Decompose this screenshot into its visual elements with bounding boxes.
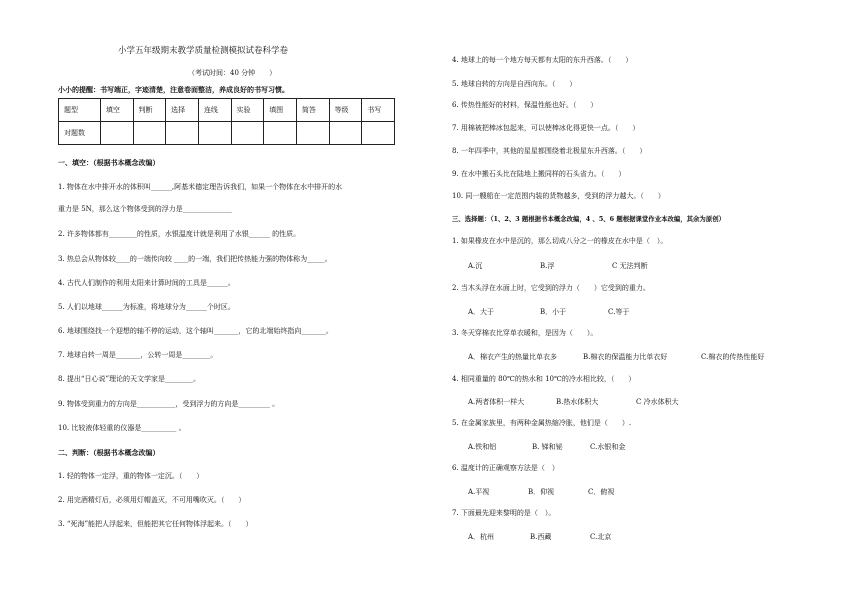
choice-option: A．棉衣产生的热量比单衣多 [468, 353, 558, 361]
choice-option: C 冷水体积大 [636, 398, 679, 406]
judge-question: 8. 一年四季中，其他的星星都围绕着北极星东升西落。（ ） [452, 147, 647, 155]
fill-question: 7. 地球自转一周是_______，公转一周是________。 [58, 351, 218, 359]
fill-question: 6. 地球围绕找一个迎想的轴不停的运动，这个轴叫_______，它的北端始终指向_______。 [58, 327, 333, 335]
choice-question: 6. 温度计的正确观察方法是（ ） [452, 464, 559, 472]
choice-option: B. 锑和铋 [532, 443, 563, 451]
judge-question: 3. “死海”能把人浮起来，但能把其它任何物体浮起来。（ ） [58, 520, 253, 528]
score-cell: 对题数 [59, 122, 101, 145]
choice-option: C.水银和金 [590, 443, 626, 451]
choice-option: C 无法判断 [612, 262, 648, 270]
judge-question: 4. 地球上的每一个地方每天都有太阳的东升西落。（ ） [452, 56, 633, 64]
score-input-cell[interactable] [198, 122, 231, 145]
judge-question: 9. 在水中搬石头比在陆地上搬同样的石头省力。（ ） [452, 170, 626, 178]
choice-option: B.西藏 [530, 533, 552, 541]
choice-option: C.北京 [590, 533, 612, 541]
fill-question: 4. 古代人们制作的利用太阳来计算时间的工具是______。 [58, 279, 235, 287]
fill-question: 9. 物体受到重力的方向是___________，受到浮力的方向是_________ 。 [58, 400, 280, 408]
judge-question: 7. 用棉被把棒冰包起来，可以使棒冰化得更快一点。（ ） [452, 124, 640, 132]
score-input-cell[interactable] [166, 122, 199, 145]
fill-question: 2. 许多物体都有________的性质，水银温度计就是利用了水银______ 的性质。 [58, 230, 301, 238]
choice-options [468, 397, 679, 407]
score-input-cell[interactable] [264, 122, 297, 145]
score-cell: 题型 [59, 99, 101, 122]
choice-options [468, 307, 629, 317]
choice-option: A．大于 [468, 308, 495, 316]
fill-question: 1. 物体在水中排开水的体积叫______,阿基米德定理告诉我们，如果一个物体在水中排开的水 [58, 183, 343, 191]
score-cell: 填图 [264, 99, 297, 122]
choice-question: 3. 冬天穿棉衣比穿单衣暖和，是因为（ ）。 [452, 329, 598, 337]
choice-option: C．俯视 [588, 488, 615, 496]
choice-option: B.浮 [540, 262, 555, 270]
reminder-text: 小小的提醒：书写端正，字迹清楚，注意卷面整洁，养成良好的书写习惯。 [58, 85, 289, 94]
choice-options [468, 487, 614, 497]
score-cell: 填空 [100, 99, 133, 122]
choice-heading: 三、选择题：（1、2、3 题根据书本概念改编，4 、5、6 题根据课堂作业本改编，其余为原创） [452, 215, 725, 223]
fill-question: 5. 人们以地球______为标准，将地球分为______个时区。 [58, 303, 235, 311]
judge-question: 2. 用完酒精灯后，必须用灯帽盖灭，不可用嘴吹灭。（ ） [58, 496, 246, 504]
left-column [58, 0, 403, 595]
choice-options [468, 261, 648, 271]
judge-question: 5. 地球自转的方向是自西向东。（ ） [452, 80, 577, 88]
fill-question: 10. 比较液体轻重的仪器是__________ 。 [58, 424, 186, 432]
score-input-cell[interactable] [100, 122, 133, 145]
choice-question: 1. 如果橡皮在水中是沉的，那么切成八分之一的橡皮在水中是（ ）。 [452, 237, 668, 245]
score-cell: 选择 [166, 99, 199, 122]
score-cell: 简答 [296, 99, 329, 122]
choice-option: A.两者体积一样大 [468, 398, 525, 406]
choice-option: A．杭州 [468, 533, 495, 541]
fill-heading: 一、填空：（根据书本概念改编） [58, 158, 160, 167]
score-cell: 书写 [362, 99, 395, 122]
choice-option: A.沉 [468, 262, 483, 270]
choice-options [468, 532, 611, 542]
score-table [58, 98, 395, 145]
score-cell: 判断 [133, 99, 166, 122]
fill-question: 3. 热总会从物体较____的一端传向较 ____的一端，我们把传热能力强的物体称为_____。 [58, 255, 332, 263]
choice-option: C.棉衣的传热性能好 [701, 353, 765, 361]
score-input-cell[interactable] [133, 122, 166, 145]
score-input-cell[interactable] [296, 122, 329, 145]
choice-options [468, 442, 625, 452]
score-input-cell[interactable] [362, 122, 395, 145]
choice-question: 2. 当木头浮在水面上时，它受到的浮力（ ）它受到的重力。 [452, 284, 650, 292]
score-cell: 实验 [231, 99, 264, 122]
score-table-header-row [59, 99, 395, 122]
judge-question: 10. 同一艘船在一定范围内装的货物越多，受到的浮力越大。（ ） [452, 192, 665, 200]
score-input-cell[interactable] [231, 122, 264, 145]
choice-option: B．小于 [540, 308, 567, 316]
score-table-count-row [59, 122, 395, 145]
choice-question: 7. 下面最先迎来黎明的是（ ）。 [452, 509, 556, 517]
score-cell: 连线 [198, 99, 231, 122]
right-column [452, 0, 842, 595]
choice-options [468, 352, 764, 362]
judge-heading: 二、判断：（根据书本概念改编） [58, 448, 160, 457]
choice-option: B.棉衣的保温能力比单衣好 [583, 353, 668, 361]
choice-option: C.等于 [608, 308, 630, 316]
choice-option: B.热水体积大 [556, 398, 599, 406]
choice-question: 5. 在金属家族里，有两种金属热缩冷胀，他们是（ ）. [452, 419, 632, 427]
score-cell: 等级 [329, 99, 362, 122]
judge-question: 6. 传热性能好的材料，保温性能也好。（ ） [452, 101, 598, 109]
choice-option: A.铁和铝 [468, 443, 497, 451]
choice-question: 4. 相同重量的 80℃的热水和 10℃的冷水相比较，（ ） [452, 375, 636, 383]
judge-question: 1. 轻的物体一定浮，重的物体一定沉。（ ） [58, 472, 204, 480]
choice-option: B．仰视 [528, 488, 555, 496]
exam-title: 小学五年级期末教学质量检测模拟试卷科学卷 [118, 46, 289, 56]
exam-time: （考试时间：40 分钟 ） [188, 69, 277, 77]
choice-option: A.平视 [468, 488, 490, 496]
score-input-cell[interactable] [329, 122, 362, 145]
fill-question: 8. 提出“日心说”理论的天文学家是________。 [58, 375, 201, 383]
fill-question: 重力是 5N，那么这个物体受到的浮力是______________ [58, 205, 232, 213]
